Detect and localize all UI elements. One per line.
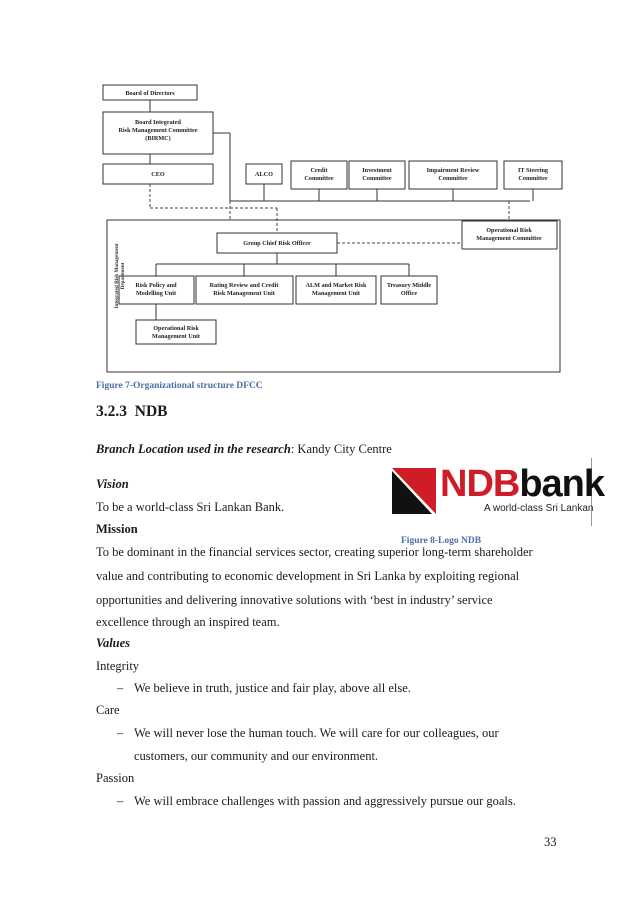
branch-line (96, 442, 392, 457)
mission-line: excellence through an inspired team. (96, 615, 280, 629)
value-text: We will embrace challenges with passion and aggressively pursue our goals. (134, 794, 516, 808)
value-name-care: Care (96, 703, 120, 717)
value-name-integrity: Integrity (96, 659, 140, 673)
ndb-logo (386, 458, 605, 526)
impairment-text: Impairment Review Committee (426, 167, 480, 182)
investment-text: Investment Committee (362, 167, 392, 182)
ndb-tagline: A world-class Sri Lankan (484, 503, 594, 514)
risk-policy-text: Risk Policy and Modelling Unit (135, 282, 177, 297)
vision-text: To be a world-class Sri Lankan Bank. (96, 500, 285, 514)
branch-value: : Kandy City Centre (290, 442, 392, 456)
figure7-caption: Figure 7-Organizational structure DFCC (96, 381, 263, 391)
figure8-caption: Figure 8-Logo NDB (401, 536, 482, 546)
page-number: 33 (544, 835, 557, 849)
value-text: customers, our community and our environment. (134, 749, 379, 763)
mission-line: To be dominant in the financial services sector, creating superior long-term shareholder (96, 545, 533, 559)
oprisk-unit-text: Operational Risk Management Unit (152, 325, 200, 340)
board-text: Board of Directors (125, 90, 175, 97)
org-chart-figure (96, 76, 570, 374)
it-steering-text: IT Steering Committee (518, 167, 548, 182)
value-text: We will never lose the human touch. We will care for our colleagues, our (134, 726, 499, 740)
treasury-text: Treasury Middle Office (386, 282, 432, 297)
values-heading: Values (96, 636, 131, 650)
value-bullet: – (117, 681, 124, 695)
ndb-wordmark (440, 464, 604, 504)
value-name-passion: Passion (96, 771, 135, 785)
ndb-wordmark-red: NDB (440, 463, 520, 505)
vision-heading: Vision (96, 477, 129, 491)
section-heading (96, 403, 167, 421)
alm-text: ALM and Market Risk Management Unit (305, 282, 367, 297)
rating-review-text: Rating Review and Credit Risk Management Unit (209, 282, 279, 297)
birmc-text: Board Integrated Risk Management Committee (BIRMC) (118, 119, 198, 142)
ceo-text: CEO (151, 171, 165, 178)
alco-text: ALCO (255, 171, 273, 178)
ndb-logo-mark-icon (392, 468, 436, 514)
gcro-text: Group Chief Risk Officer (243, 240, 311, 247)
value-bullet: – (117, 726, 124, 740)
section-number: 3.2.3 (96, 403, 127, 420)
section-title: NDB (134, 403, 168, 420)
oprisk-committee-text: Operational Risk Management Committee (476, 227, 542, 242)
mission-line: value and contributing to economic development in Sri Lanka by exploiting regional (96, 569, 520, 583)
oprisk-unit-box (136, 320, 216, 344)
mission-heading: Mission (96, 522, 138, 536)
mission-line: opportunities and delivering innovative solutions with ‘best in industry’ service (96, 593, 493, 607)
ndb-wordmark-black: bank (519, 463, 605, 505)
branch-label: Branch Location used in the research (96, 442, 291, 456)
credit-text: Credit Committee (304, 167, 334, 182)
value-text: We believe in truth, justice and fair play, above all else. (134, 681, 411, 695)
side-label-text: Integrated Risk ManagementDepartment (114, 243, 126, 309)
value-bullet: – (117, 794, 124, 808)
